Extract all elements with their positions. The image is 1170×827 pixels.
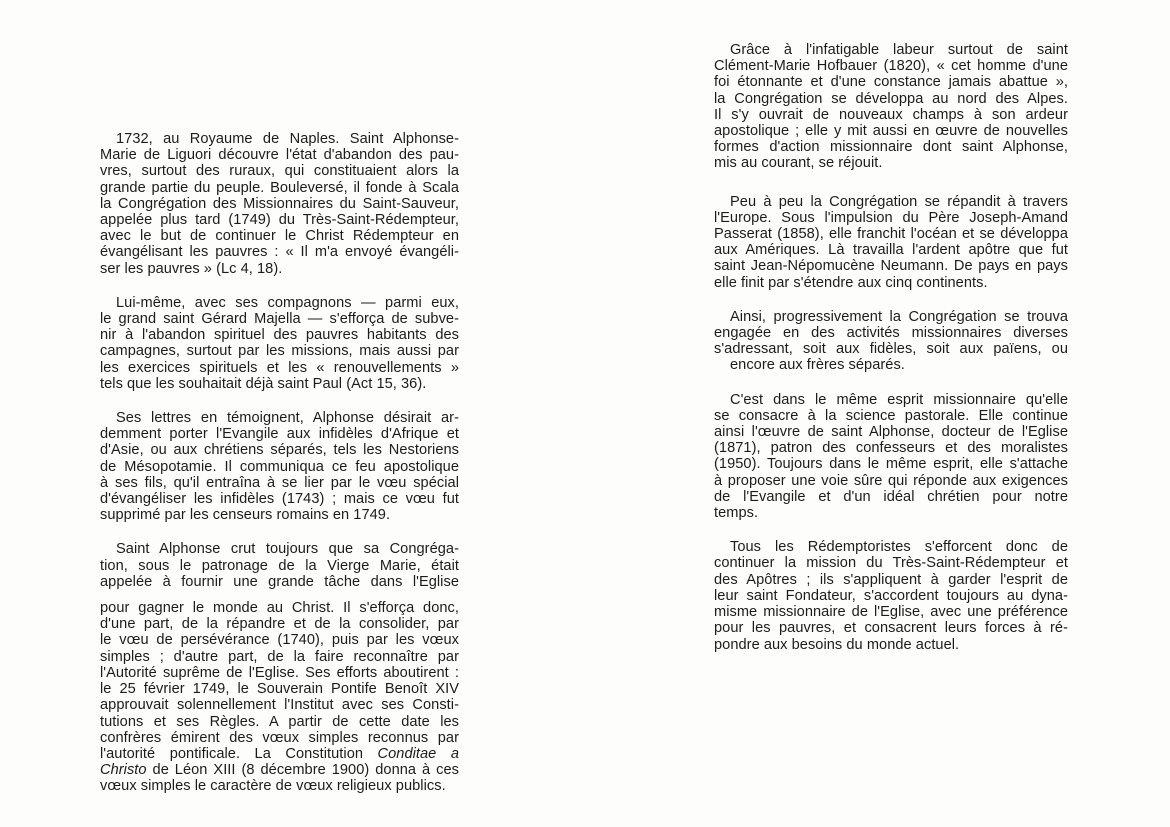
text-line: tion, sous le patronage de la Vierge Marie, était	[100, 557, 459, 574]
text-line: Il s'y ouvrait de nouveaux champs à son ardeur	[714, 106, 1068, 123]
text-line: s'adressant, soit aux fidèles, soit aux païens, ou	[714, 341, 1068, 358]
text-line: vres, surtout des ruraux, qui constituaient alors la	[100, 163, 459, 180]
text-line: grande partie du peuple. Bouleversé, il fonde à Scala	[100, 179, 459, 196]
text-line: se consacre à la science pastorale. Elle continue	[714, 407, 1068, 424]
text-line: l'Autorité suprême de l'Eglise. Ses efforts aboutirent :	[100, 664, 459, 681]
text-line: formes d'action missionnaire dont saint Alphonse,	[714, 139, 1068, 156]
text-line: ser les pauvres » (Lc 4, 18).	[100, 260, 283, 277]
text-line: Ses lettres en témoignent, Alphonse désirait ar-	[116, 410, 459, 427]
text-line: ainsi l'œuvre de saint Alphonse, docteur de l'Eglise	[714, 424, 1068, 441]
paragraph-ainsi	[714, 309, 1068, 374]
text-line: pondre aux besoins du monde actuel.	[714, 636, 960, 653]
text-line: misme missionnaire de l'Eglise, avec une préférence	[714, 604, 1068, 621]
text-line: d'évangéliser les infidèles (1743) ; mais ce vœu fut	[100, 491, 459, 508]
text-line: aux Amériques. Là travailla l'ardent apôtre que fut	[714, 242, 1068, 259]
italic-title-conditae: Conditae a	[377, 745, 460, 762]
paragraph-gagner-le-monde	[100, 600, 459, 794]
text-line: continuer la mission du Très-Saint-Rédempteur et	[714, 555, 1068, 572]
text-line: Marie de Liguori découvre l'état d'abandon des pau-	[100, 147, 459, 164]
text-line: saint Jean-Népomucène Neumann. De pays en pays	[714, 258, 1068, 275]
paragraph-gerard-majella	[100, 295, 459, 392]
text-line: apostolique ; elle y mit aussi en œuvre de nouvelles	[714, 123, 1068, 140]
text-line: Peu à peu la Congrégation se répandit à travers	[730, 193, 1068, 210]
text-line: la Congrégation des Missionnaires du Saint-Sauveur,	[100, 195, 459, 212]
text-line: elle finit par s'étendre aux cinq continents.	[714, 274, 988, 291]
italic-title-christo: Christo	[100, 762, 147, 779]
text-line: le vœu de persévérance (1740), puis par les vœux	[100, 632, 459, 649]
text-line: Ainsi, progressivement la Congrégation se trouva	[730, 308, 1068, 325]
text-line: des Apôtres ; ils s'appliquent à garder l'esprit de	[714, 571, 1068, 588]
paragraph-naples-1732	[100, 131, 459, 277]
text-line: pour les pauvres, et consacrent leurs forces à ré-	[714, 620, 1068, 637]
text-line: avec le but de continuer le Christ Rédempteur en	[100, 228, 459, 245]
text-line: Saint Alphonse crut toujours que sa Congréga-	[116, 541, 459, 558]
text-line: pour gagner le monde au Christ. Il s'efforça donc,	[100, 600, 459, 617]
text-line: mis au courant, se réjouit.	[714, 155, 883, 172]
text-line: demment porter l'Evangile aux infidèles d'Afrique et	[100, 426, 459, 443]
text-line: foi étonnante et d'une constance jamais abattue »,	[714, 74, 1068, 91]
text-line: le 25 février 1749, le Souverain Pontife Benoît XIV	[100, 681, 459, 698]
text-line: de l'Evangile et d'un idéal chrétien pour notre	[714, 488, 1068, 505]
text-line: Passerat (1858), elle franchit l'océan et se développa	[714, 226, 1068, 243]
text-line: C'est dans le même esprit missionnaire qu'elle	[730, 391, 1068, 408]
text-line: campagnes, surtout par les missions, mais aussi par	[100, 343, 459, 360]
text-line: supprimé par les censeurs romains en 1749.	[100, 507, 391, 524]
text-line: à ses fils, qu'il entraîna à se lier par le vœu spécial	[100, 474, 459, 491]
text-line: tutions et ses Règles. A partir de cette date les	[100, 713, 459, 730]
text-line: confrères émirent des vœux simples reconnus par	[100, 729, 459, 746]
text-line: à proposer une voie sûre qui réponde aux exigences	[714, 472, 1068, 489]
paragraph-science-pastorale	[714, 392, 1068, 522]
text-line: Tous les Rédemptoristes s'efforcent donc de	[730, 539, 1068, 556]
text-line: Lui-même, avec ses compagnons — parmi eux,	[116, 294, 459, 311]
paragraph-hofbauer	[714, 42, 1068, 172]
text-line: Clément-Marie Hofbauer (1820), « cet homme d'une	[714, 58, 1068, 75]
text-line: 1732, au Royaume de Naples. Saint Alphonse-	[116, 131, 459, 147]
text-line: Grâce à l'infatigable labeur surtout de saint	[730, 42, 1068, 58]
left-page-text	[100, 131, 459, 812]
text-line: d'une part, de la répandre et de la consolider, par	[100, 616, 459, 633]
text-fragment: l'autorité pontificale. La Constitution	[100, 745, 364, 762]
text-line: leur saint Fondateur, s'accordent toujours au dyna-	[714, 587, 1068, 604]
text-line-constitution	[100, 746, 459, 762]
paragraph-europe	[714, 194, 1068, 291]
text-line-christo	[100, 762, 459, 778]
text-line: la Congrégation se développa au nord des Alpes.	[714, 90, 1068, 107]
text-line: temps.	[714, 505, 759, 522]
paragraph-redemptoristes	[714, 539, 1068, 652]
text-line: le grand saint Gérard Majella — s'efforça de subve-	[100, 311, 459, 328]
paragraph-lettres	[100, 410, 459, 523]
text-line: engagée en des activités missionnaires diverses	[714, 325, 1068, 342]
text-line: approuvait solennellement l'Institut avec ses Consti-	[100, 697, 459, 714]
text-line: d'Asie, ou aux chrétiens séparés, tels les Nestoriens	[100, 442, 459, 459]
text-line: (1871), patron des confesseurs et des moralistes	[714, 440, 1068, 457]
paragraph-congregation-tache	[100, 541, 459, 590]
text-line: vœux simples le caractère de vœux religieux publics.	[100, 778, 446, 795]
text-line: simples ; d'autre part, de la faire reconnaître par	[100, 648, 459, 665]
right-page-text	[714, 42, 1068, 670]
text-line: tels que les souhaitait déjà saint Paul (Act 15, 36).	[100, 375, 427, 392]
text-fragment: de Léon XIII (8 décembre 1900) donna à ces	[152, 762, 459, 779]
text-line: l'Europe. Sous l'impulsion du Père Joseph-Amand	[714, 209, 1068, 226]
text-line: les exercices spirituels et les « renouvellements »	[100, 359, 459, 376]
text-line: appelée plus tard (1749) du Très-Saint-Rédempteur,	[100, 212, 459, 229]
text-line: appelée à fournir une grande tâche dans l'Eglise	[100, 573, 459, 590]
text-line: nir à l'abandon spirituel des pauvres habitants des	[100, 327, 459, 344]
text-line: de Mésopotamie. Il communiqua ce feu apostolique	[100, 458, 459, 475]
text-line: (1950). Toujours dans le même esprit, elle s'attache	[714, 456, 1068, 473]
text-line: encore aux frères séparés.	[730, 357, 905, 374]
text-line: évangélisant les pauvres : « Il m'a envoyé évangéli-	[100, 244, 459, 261]
